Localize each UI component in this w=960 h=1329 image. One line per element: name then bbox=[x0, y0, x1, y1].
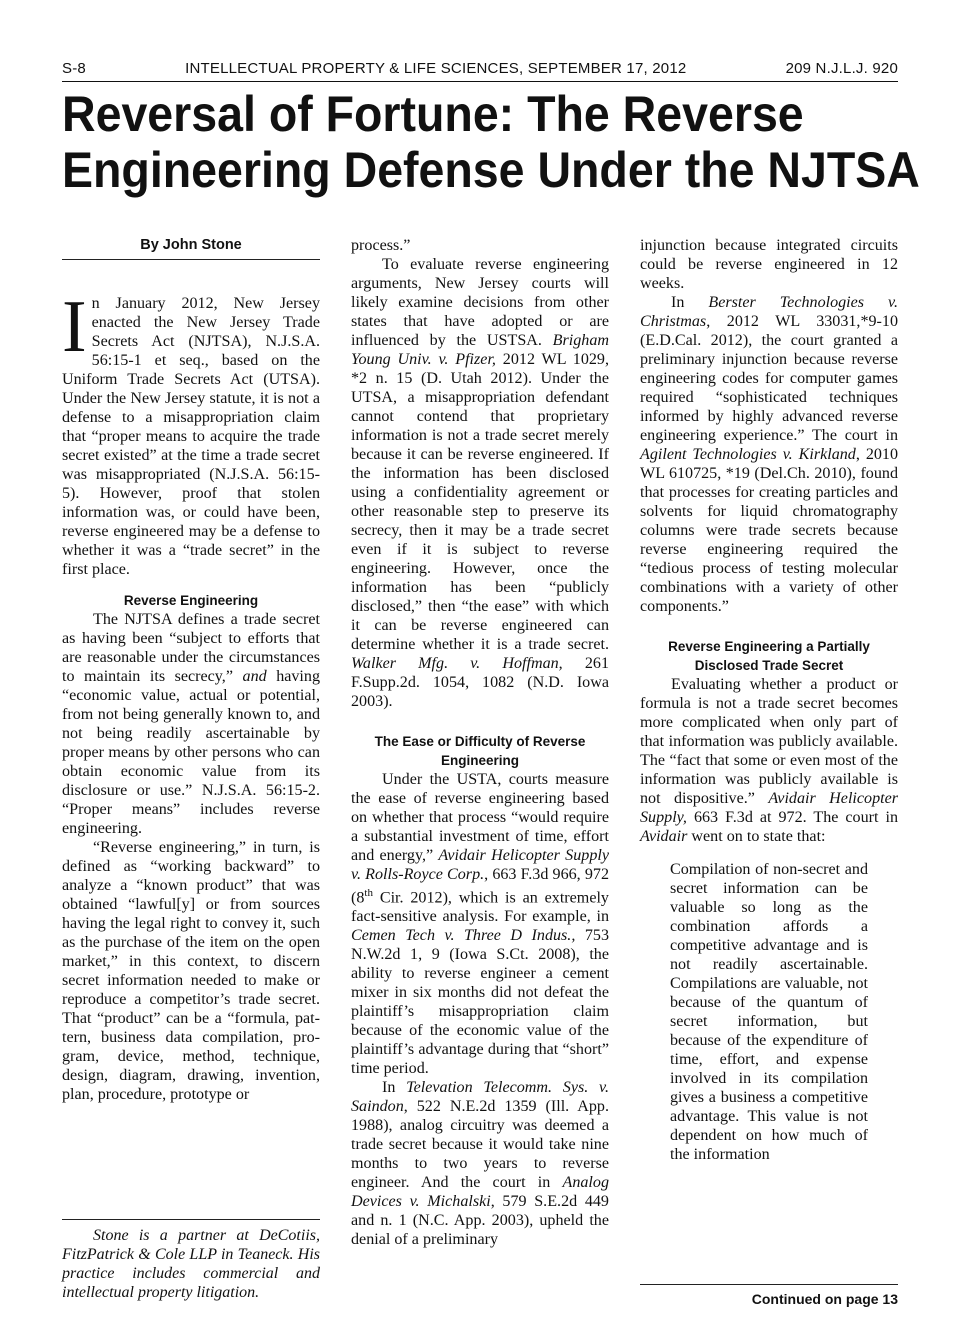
paragraph: injunction because integrated circuits could be reverse engineered in 12 weeks. bbox=[640, 237, 898, 292]
intro-paragraph: In January 2012, New Jersey enacted the New Jersey Trade Secrets Act (NJTSA), N.J.S.A. 56:15-1 et seq., based on the Uniform Trade Secrets Act (UTSA). Under the New Jersey statute, it is not a defense to a misappropriation claim that “proper means to acquire the trade secret existed” at the time a trade secret was misappropriated (N.J.S.A. 56:15-5). However, proof that stolen information was, or could have been, reverse engineered may be a defense to whether it was a “trade secret” in the first place. bbox=[62, 286, 320, 578]
case-citation: Walker Mfg. v. Hoffman, bbox=[351, 655, 563, 672]
case-citation: Avidair bbox=[640, 828, 688, 845]
paragraph: Evaluating whether a product or formula is not a trade secret becomes more complicated when only part of that information was publicly available. The “fact that some or even most of the information was publicly available is not dispositive.” Avidair Helicopter Supply, 663 F.3d at 972. The court in Avidair went on to state that: bbox=[640, 676, 899, 845]
paragraph: “Reverse engineering,” in turn, is defined as “working backward” to analyze a “known product” that was obtained “lawful[y] or from sources having the legal right to convey it, such as the purchase of the item on the open market,” in this context, to discern secret information needed to make or reproduce a competitor’s trade secret. That “product” can be a “formula, pattern, business data compilation, program, device, method, technique, design, diagram, drawing, invention, plan, procedure, prototype or bbox=[62, 839, 320, 1103]
case-citation: Berster Technologies v. Christmas bbox=[640, 294, 898, 330]
paragraph: In Televation Telecomm. Sys. v. Saindon, 522 N.E.2d 1359 (Ill. App. 1988), analog circuitry was deemed a trade secret because it would take nine months to two years to reverse engineer. And the court in Analog Devices v. Michalski, 579 S.E.2d 449 and n. 1 (N.C. App. 2003), upheld the denial of a preliminary bbox=[351, 1079, 609, 1249]
subhead-reverse-engineering: Reverse Engineering bbox=[123, 593, 259, 608]
drop-cap: I bbox=[62, 286, 87, 368]
paragraph: process.” bbox=[351, 237, 411, 254]
case-citation: Cemen Tech v. Three D Indus., bbox=[351, 927, 576, 945]
paragraph: In Berster Technologies v. Christmas, 2012 WL 33031,*9-10 (E.D.Cal. 2012), the court granted a preliminary injunction because reverse engineering codes for computer games required “sophisticated techniques informed by highly advanced reverse engineering experience.” The court in Agilent Technologies v. Kirkland, 2010 WL 610725, *19 (Del.Ch. 2010), found that processes for creating particles and solvents for liquid chromatography columns were trade secrets because reverse engineering required the “tedious process of testing molecular combinations with a variety of other components.” bbox=[640, 294, 899, 615]
article-title bbox=[62, 86, 920, 198]
column-2 bbox=[351, 236, 609, 1249]
case-citation: Brigham Young Univ. v. Pfizer, bbox=[351, 332, 609, 368]
title-line-2: Engineering Defense Under the NJTSA bbox=[62, 142, 920, 198]
page-number: S-8 bbox=[62, 60, 86, 77]
paragraph: To evaluate reverse engineering arguments, New Jersey courts will likely examine decisions from other states that have adopted or are influenced by the USTSA. Brigham Young Univ. v. Pfizer, 2012 WL 1029, *2 n. 15 (D. Utah 2012). Under the UTSA, a misappropriation defendant cannot contend that proprietary information is not a trade secret merely because it can be reverse engineered. If the information has been disclosed using a confidentiality agreement or other reasonable step to preserve its secrecy, then it may be a trade secret even if it is subject to reverse engineering. However, once the information has been “publicly disclosed,” then “the ease” with which it can be reverse engineered can determine whether it is a trade secret. Walker Mfg. v. Hoffman, 261 F.Supp.2d. 1054, 1082 (N.D. Iowa 2003). bbox=[351, 256, 610, 710]
title-line-1: Reversal of Fortune: The Reverse bbox=[62, 86, 804, 142]
citation: 209 N.J.L.J. 920 bbox=[785, 60, 898, 77]
column-3 bbox=[640, 236, 898, 1164]
byline: By John Stone bbox=[62, 236, 320, 260]
article-body bbox=[62, 236, 899, 1307]
author-note: Stone is a partner at DeCotiis, FitzPatrick & Cole LLP in Teaneck. His practice includes commercial and intellectual property litigation. bbox=[62, 1219, 320, 1302]
continued-notice: Continued on page 13 bbox=[640, 1284, 898, 1307]
column-1 bbox=[62, 236, 320, 1104]
paragraph: Under the USTA, courts measure the ease of reverse engineering based on whether that process “would require a substantial investment of time, effort and energy,” Avidair Helicopter Supply v. Rolls-Royce Corp., 663 F.3d 966, 972 (8th Cir. 2012), which is an extremely fact-sensitive analysis. For example, in Cemen Tech v. Three D Indus., 753 N.W.2d 1, 9 (Iowa S.Ct. 2008), the ability to reverse engineer a cement mixer in six months did not defeat the plaintiff’s misappropriation claim because of the economic value of the plaintiff’s advantage during that “short” time period. bbox=[351, 771, 609, 1078]
publication-line: INTELLECTUAL PROPERTY & LIFE SCIENCES, SEPTEMBER 17, 2012 bbox=[185, 60, 687, 77]
case-citation: Avidair Helicopter Supply v. Rolls-Royce Corp. bbox=[351, 847, 609, 883]
running-head bbox=[62, 60, 898, 82]
article-page bbox=[62, 60, 920, 1307]
subhead-partially-disclosed: Reverse Engineering a Partially Disclosed Trade Secret bbox=[668, 639, 870, 673]
case-citation: Analog Devices v. Michalski bbox=[351, 1174, 609, 1211]
case-citation: Televation Telecomm. Sys. v. Saindon bbox=[351, 1079, 609, 1116]
block-quote: Compilation of non-secret and secret information can be valuable so long as the combination affords a competitive advantage and is not readily ascertainable. Compilations are valuable, not because of the quantum of secret information, but because of the expenditure of time, effort, and expense involved in its compilation gives a business a competitive advantage. This value is not dependent on how much of the information bbox=[670, 861, 868, 1163]
subhead-ease-difficulty: The Ease or Difficulty of Reverse Engineering bbox=[374, 734, 586, 768]
case-citation: Agilent Technologies v. Kirkland bbox=[640, 446, 856, 463]
case-citation: Avidair Helicopter Supply, bbox=[640, 790, 899, 826]
paragraph: The NJTSA defines a trade secret as having been “subject to efforts that are reasonable under the circumstances to maintain its secrecy,” and having “economic value, actual or potential, from not being generally known to, and not being readily ascertainable by proper means by other persons who can obtain economic value from its disclosure or use.” N.J.S.A. 56:15-2. “Proper means” includes reverse engineering. bbox=[62, 611, 320, 837]
